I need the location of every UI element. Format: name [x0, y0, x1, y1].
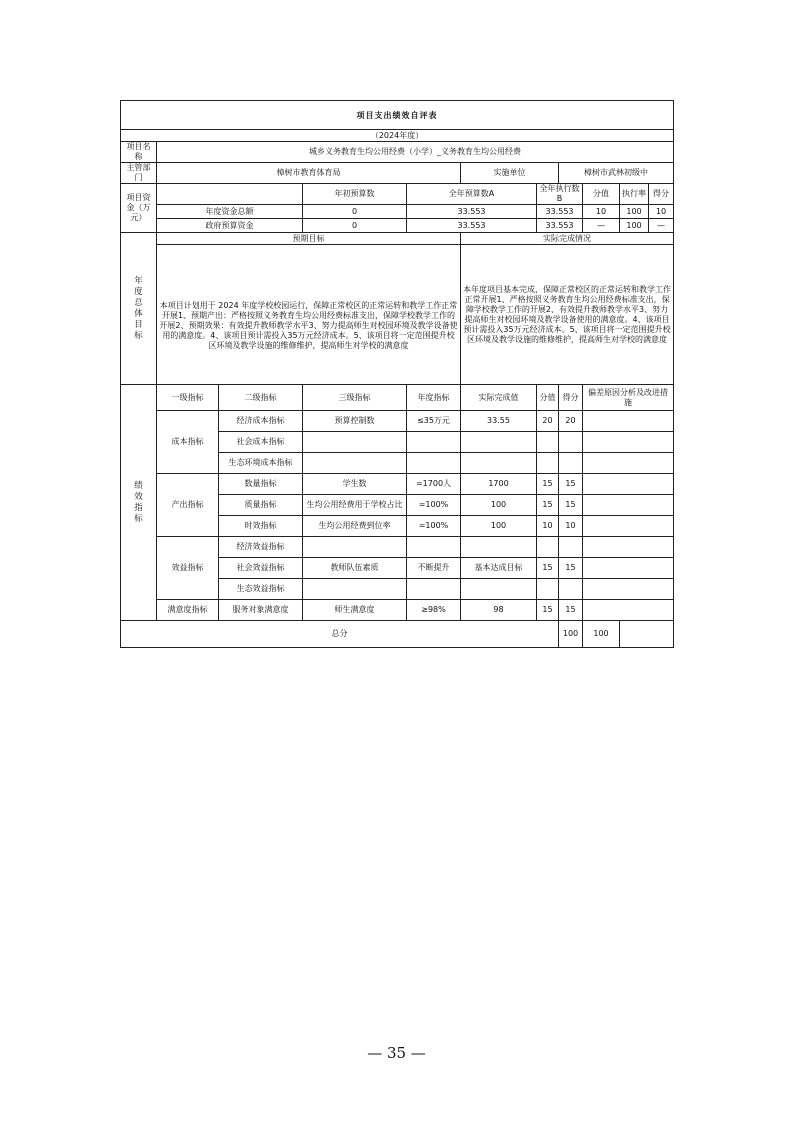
perf-actual: [461, 579, 537, 600]
perf-header-score: 得分: [559, 385, 583, 411]
perf-group-cost: 成本指标: [157, 411, 219, 474]
funds-score: 10: [649, 205, 674, 219]
perf-actual: 100: [461, 516, 537, 537]
funds-row-label: 政府预算资金: [157, 219, 303, 233]
perf-score: [559, 432, 583, 453]
perf-third: [303, 579, 407, 600]
perf-reason: [583, 495, 674, 516]
perf-third: 生均公用经费到位率: [303, 516, 407, 537]
perf-score: 15: [559, 558, 583, 579]
perf-third: 学生数: [303, 474, 407, 495]
perf-target: [407, 537, 461, 558]
perf-header-reason: 偏差原因分析及改进措施: [583, 385, 674, 411]
perf-score-value: [537, 453, 559, 474]
funds-annual: 33.553: [407, 219, 537, 233]
perf-reason: [583, 558, 674, 579]
perf-actual: 基本达成目标: [461, 558, 537, 579]
perf-actual: [461, 537, 537, 558]
funds-header-blank: [157, 184, 303, 205]
funds-header-initial: 年初预算数: [303, 184, 407, 205]
perf-target: [407, 579, 461, 600]
funds-row-label: 年度资金总额: [157, 205, 303, 219]
perf-score: 15: [559, 474, 583, 495]
page-number: — 35 —: [367, 1044, 426, 1062]
perf-second: 数量指标: [219, 474, 303, 495]
perf-target: =100%: [407, 516, 461, 537]
perf-second: 服务对象满意度: [219, 600, 303, 621]
funds-header-rate: 执行率: [620, 184, 649, 205]
perf-third: 师生满意度: [303, 600, 407, 621]
funds-header-annual: 全年预算数A: [407, 184, 537, 205]
perf-header-first: 一级指标: [157, 385, 219, 411]
perf-actual: 1700: [461, 474, 537, 495]
perf-score-value: [537, 432, 559, 453]
perf-group-benefit: 效益指标: [157, 537, 219, 600]
funds-executed: 33.553: [537, 205, 583, 219]
perf-reason: [583, 516, 674, 537]
perf-reason: [583, 474, 674, 495]
perf-score: 15: [559, 600, 583, 621]
funds-header-score: 得分: [649, 184, 674, 205]
perf-target: 不断提升: [407, 558, 461, 579]
funds-initial: 0: [303, 219, 407, 233]
perf-score-value: [537, 537, 559, 558]
perf-reason: [583, 537, 674, 558]
funds-score: —: [649, 219, 674, 233]
perf-score-value: 15: [537, 600, 559, 621]
perf-second: 质量指标: [219, 495, 303, 516]
perf-group-output: 产出指标: [157, 474, 219, 537]
perf-target: =1700人: [407, 474, 461, 495]
funds-label: 项目资金（万元）: [121, 184, 157, 233]
perf-actual: [461, 453, 537, 474]
funds-annual: 33.553: [407, 205, 537, 219]
perf-third: [303, 453, 407, 474]
funds-rate: 100: [620, 205, 649, 219]
perf-group-satisfaction: 满意度指标: [157, 600, 219, 621]
unit-value: 樟树市武林初级中: [559, 163, 674, 184]
perf-reason: [583, 432, 674, 453]
perf-actual: 33.55: [461, 411, 537, 432]
funds-score-value: —: [583, 219, 620, 233]
perf-score-value: [537, 579, 559, 600]
performance-table-sheet: [120, 100, 673, 648]
funds-initial: 0: [303, 205, 407, 219]
funds-executed: 33.553: [537, 219, 583, 233]
unit-label: 实施单位: [461, 163, 559, 184]
funds-header-score-value: 分值: [583, 184, 620, 205]
perf-second: 生态环境成本指标: [219, 453, 303, 474]
total-label: 总分: [121, 621, 559, 648]
funds-score-value: 10: [583, 205, 620, 219]
perf-header-actual: 实际完成值: [461, 385, 537, 411]
goals-actual-header: 实际完成情况: [461, 233, 674, 245]
perf-reason: [583, 411, 674, 432]
perf-score: [559, 453, 583, 474]
perf-score: 15: [559, 495, 583, 516]
perf-score-value: 15: [537, 495, 559, 516]
perf-target: [407, 432, 461, 453]
perf-target: =100%: [407, 495, 461, 516]
perf-third: [303, 432, 407, 453]
perf-header-third: 三级指标: [303, 385, 407, 411]
perf-score: 10: [559, 516, 583, 537]
goals-label: 年度总体目标: [121, 233, 157, 385]
perf-second: 社会成本指标: [219, 432, 303, 453]
table-title: 项目支出绩效自评表: [121, 101, 674, 130]
funds-header-executed: 全年执行数B: [537, 184, 583, 205]
perf-second: 时效指标: [219, 516, 303, 537]
dept-label: 主管部门: [121, 163, 157, 184]
perf-label: 绩效指标: [121, 385, 157, 621]
perf-second: 社会效益指标: [219, 558, 303, 579]
total-blank: [620, 621, 674, 648]
perf-score: [559, 537, 583, 558]
perf-score-value: 15: [537, 558, 559, 579]
perf-score-value: 10: [537, 516, 559, 537]
perf-actual: [461, 432, 537, 453]
perf-third: 预算控制数: [303, 411, 407, 432]
dept-value: 樟树市教育体育局: [157, 163, 461, 184]
perf-score: [559, 579, 583, 600]
perf-second: 经济成本指标: [219, 411, 303, 432]
goals-actual-text: 本年度项目基本完成，保障正常校区的正常运转和教学工作正常开展1、严格按照义务教育生均公用经费标准支出，保障学校教学工作的开展2、有效提升教师教学水平3、努力提高师生对校园环境及教学设备使用的满意度。4、该项目预计需投入35万元经济成本。5、该项目将一定范围提升校区环境及教学设施的维修维护，提高师生对学校的满意度: [461, 245, 674, 385]
perf-target: [407, 453, 461, 474]
perf-header-second: 二级指标: [219, 385, 303, 411]
project-name-label: 项目名称: [121, 142, 157, 163]
perf-score: 20: [559, 411, 583, 432]
goals-expected-header: 预期目标: [157, 233, 461, 245]
total-score: 100: [583, 621, 620, 648]
perf-header-score-value: 分值: [537, 385, 559, 411]
table-year: （2024年度）: [121, 130, 674, 142]
perf-third: 教师队伍素质: [303, 558, 407, 579]
perf-third: [303, 537, 407, 558]
perf-actual: 98: [461, 600, 537, 621]
project-name: 城乡义务教育生均公用经费（小学）_义务教育生均公用经费: [157, 142, 674, 163]
perf-actual: 100: [461, 495, 537, 516]
perf-target: ≤35万元: [407, 411, 461, 432]
perf-third: 生均公用经费用于学校占比: [303, 495, 407, 516]
perf-second: 生态效益指标: [219, 579, 303, 600]
perf-reason: [583, 600, 674, 621]
perf-reason: [583, 453, 674, 474]
perf-reason: [583, 579, 674, 600]
goals-expected-text: 本项目计划用于 2024 年度学校校园运行，保障正常校区的正常运转和教学工作正常开展1、预期产出：严格按照义务教育生均公用经费标准支出，保障学校教学工作的开展2、预期效果：有效提升教师教学水平3、努力提高师生对校园环境及教学设备使用的满意度。4、该项目预计需投入35万元经济成本。5、该项目将一定范围提升校区环境及教学设施的维修维护，提高师生对学校的满意度: [157, 245, 461, 385]
total-value: 100: [559, 621, 583, 648]
perf-target: ≥98%: [407, 600, 461, 621]
perf-score-value: 15: [537, 474, 559, 495]
perf-header-target: 年度指标: [407, 385, 461, 411]
funds-rate: 100: [620, 219, 649, 233]
perf-second: 经济效益指标: [219, 537, 303, 558]
perf-score-value: 20: [537, 411, 559, 432]
performance-self-evaluation-table: [120, 100, 674, 648]
